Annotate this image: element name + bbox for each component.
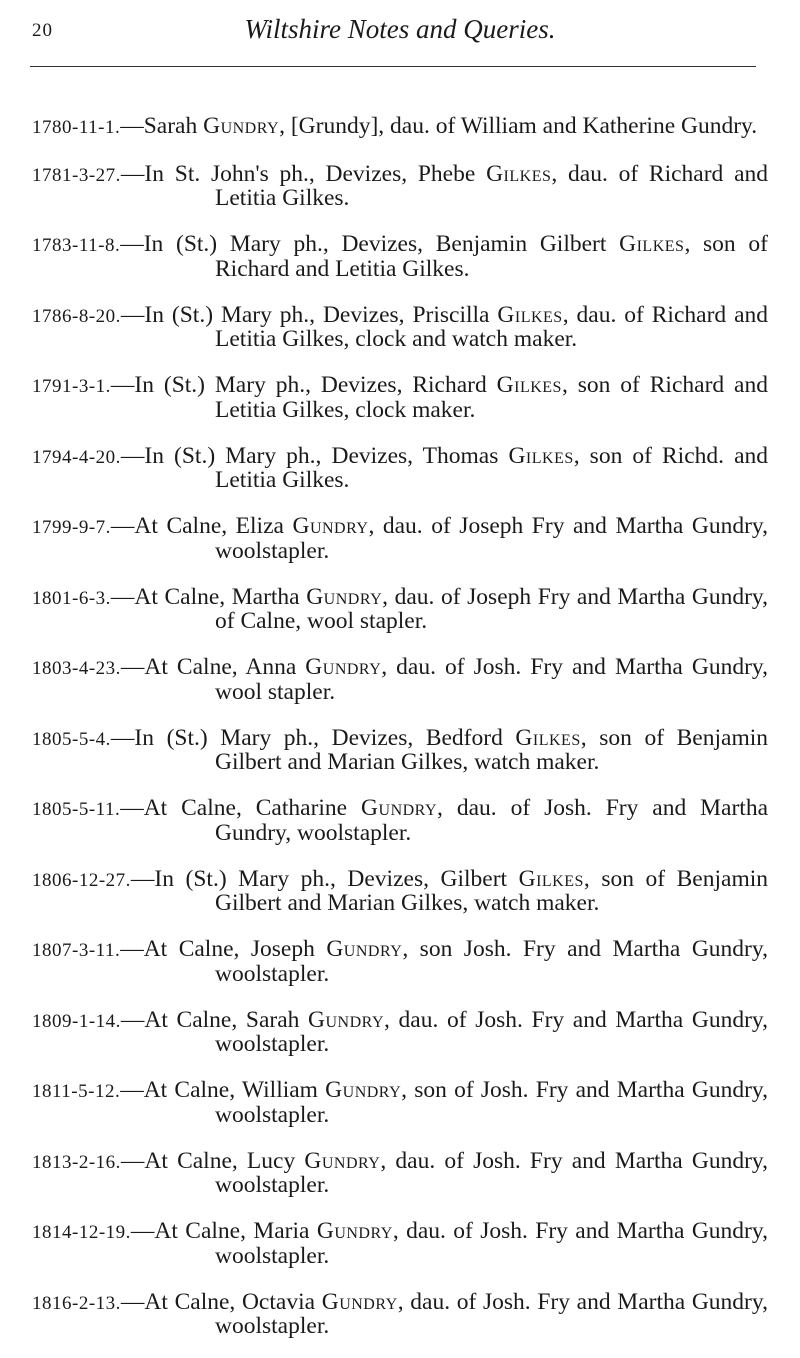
- entry-text: —At Calne, Sarah: [120, 1006, 309, 1033]
- register-entry: [32, 797, 768, 844]
- entry-date: 1786-8-20.: [32, 305, 121, 327]
- entry-date: 1811-5-12.: [32, 1081, 121, 1102]
- entry-surname: Gilkes: [619, 231, 685, 257]
- running-header: [0, 12, 800, 52]
- entry-text: —In (St.) Mary ph., Devizes, Gilbert: [130, 865, 519, 892]
- register-entry: [32, 724, 768, 775]
- entry-text: , son of Josh. Fry and Martha Gundry, woolstapler.: [215, 1077, 768, 1128]
- entry-text: , dau. of Joseph Fry and Martha Gundry, woolstapler.: [215, 513, 768, 564]
- entry-surname: Gundry: [308, 1006, 385, 1033]
- register-entry: [32, 301, 769, 352]
- entry-date: 1807-3-11.: [32, 940, 121, 961]
- entry-text: , dau. of Josh. Fry and Martha Gundry, wool stapler.: [215, 654, 768, 705]
- entry-date: 1809-1-14.: [32, 1010, 121, 1032]
- page-number: 20: [32, 20, 53, 41]
- entry-surname: Gundry: [316, 1218, 393, 1244]
- entry-text: , dau. of Josh. Fry and Martha Gundry, woolstapler.: [215, 1147, 768, 1198]
- entry-text: , son of Richd. and Letitia Gilkes.: [215, 442, 768, 493]
- entry-surname: Gilkes: [518, 865, 584, 892]
- register-entry: [32, 233, 768, 280]
- register-entry: [32, 1220, 768, 1267]
- entry-text: , son Josh. Fry and Martha Gundry, woolstapler.: [215, 936, 768, 987]
- register-entry: [32, 1006, 768, 1057]
- entry-surname: Gundry: [203, 112, 280, 139]
- entry-text: , son of Richard and Letitia Gilkes.: [215, 231, 768, 282]
- entry-text: , son of Benjamin Gilbert and Marian Gilkes, watch maker.: [215, 865, 768, 916]
- entry-date: 1801-6-3.: [32, 587, 111, 609]
- entry-surname: Gundry: [326, 936, 403, 962]
- entry-surname: Gilkes: [508, 442, 574, 469]
- entry-text: , dau. of Richard and Letitia Gilkes.: [215, 160, 769, 211]
- entry-date: 1813-2-16.: [32, 1151, 121, 1173]
- register-entry: [32, 1288, 768, 1339]
- entry-date: 1781-3-27.: [32, 164, 121, 186]
- entry-date: 1814-12-19.: [32, 1222, 131, 1243]
- entry-surname: Gilkes: [486, 160, 552, 187]
- entry-text: , dau. of Richard and Letitia Gilkes, clock and watch maker.: [215, 301, 769, 352]
- entry-date: 1803-4-23.: [32, 658, 121, 679]
- entry-text: —In St. John's ph., Devizes, Phebe: [120, 160, 487, 187]
- entry-text: , [Grundy], dau. of William and Katherine Gundry.: [279, 112, 758, 139]
- entry-surname: Gundry: [325, 1077, 402, 1103]
- entry-text: —At Calne, Anna: [120, 654, 306, 680]
- entry-text: —In (St.) Mary ph., Devizes, Bedford: [110, 724, 516, 751]
- entry-date: 1794-4-20.: [32, 446, 121, 468]
- entry-date: 1791-3-1.: [32, 376, 111, 397]
- entry-text: —At Calne, Martha: [110, 583, 307, 610]
- entry-surname: Gundry: [361, 795, 438, 821]
- register-entry: [32, 112, 768, 140]
- register-entry: [32, 656, 768, 703]
- entry-text: —In (St.) Mary ph., Devizes, Benjamin Gilbert: [120, 231, 620, 257]
- entry-surname: Gilkes: [497, 301, 563, 328]
- entry-text: —Sarah: [120, 112, 204, 139]
- entry-date: 1780-11-1.: [32, 116, 121, 138]
- entry-text: —In (St.) Mary ph., Devizes, Thomas: [120, 442, 509, 469]
- entry-surname: Gundry: [321, 1288, 398, 1315]
- entry-text: —At Calne, Maria: [130, 1218, 317, 1244]
- running-title: Wiltshire Notes and Queries.: [244, 14, 556, 44]
- entry-surname: Gundry: [306, 583, 383, 610]
- entry-text: —At Calne, Eliza: [110, 513, 293, 539]
- entry-date: 1806-12-27.: [32, 869, 131, 891]
- entry-surname: Gundry: [292, 513, 369, 539]
- register-entries: [32, 91, 768, 1358]
- entry-date: 1783-11-8.: [32, 235, 121, 256]
- register-entry: [32, 1147, 768, 1198]
- entry-text: —At Calne, Catharine: [120, 795, 362, 821]
- register-entry: [32, 865, 768, 916]
- register-entry: [32, 1079, 768, 1126]
- register-entry: [32, 583, 768, 634]
- entry-text: —At Calne, Joseph: [120, 936, 327, 962]
- register-entry: [32, 374, 768, 421]
- entry-text: —At Calne, William: [120, 1077, 326, 1103]
- entry-text: , son of Benjamin Gilbert and Marian Gilkes, watch maker.: [215, 724, 768, 775]
- entry-text: , dau. of Josh. Fry and Martha Gundry, woolstapler.: [215, 1288, 768, 1339]
- entry-text: , dau. of Josh. Fry and Martha Gundry, woolstapler.: [215, 795, 768, 846]
- entry-date: 1805-5-4.: [32, 728, 111, 750]
- entry-surname: Gilkes: [496, 372, 562, 398]
- register-entry: [32, 938, 768, 985]
- entry-text: , dau. of Josh. Fry and Martha Gundry, woolstapler.: [215, 1218, 768, 1269]
- entry-date: 1799-9-7.: [32, 517, 111, 538]
- entry-text: , son of Richard and Letitia Gilkes, clock maker.: [215, 372, 768, 423]
- entry-text: —At Calne, Lucy: [120, 1147, 305, 1174]
- register-entry: [32, 442, 768, 493]
- entry-text: —At Calne, Octavia: [120, 1288, 322, 1315]
- entry-surname: Gilkes: [515, 724, 581, 751]
- entry-date: 1816-2-13.: [32, 1292, 121, 1314]
- entry-surname: Gundry: [305, 654, 382, 680]
- entry-text: , dau. of Joseph Fry and Martha Gundry, of Calne, wool stapler.: [215, 583, 768, 634]
- entry-date: 1805-5-11.: [32, 799, 121, 820]
- entry-text: —In (St.) Mary ph., Devizes, Richard: [110, 372, 497, 398]
- register-entry: [32, 515, 768, 562]
- entry-text: —In (St.) Mary ph., Devizes, Priscilla: [120, 301, 498, 328]
- register-entry: [32, 160, 769, 211]
- entry-text: , dau. of Josh. Fry and Martha Gundry, woolstapler.: [215, 1006, 768, 1057]
- header-rule: [30, 66, 756, 67]
- entry-surname: Gundry: [304, 1147, 381, 1174]
